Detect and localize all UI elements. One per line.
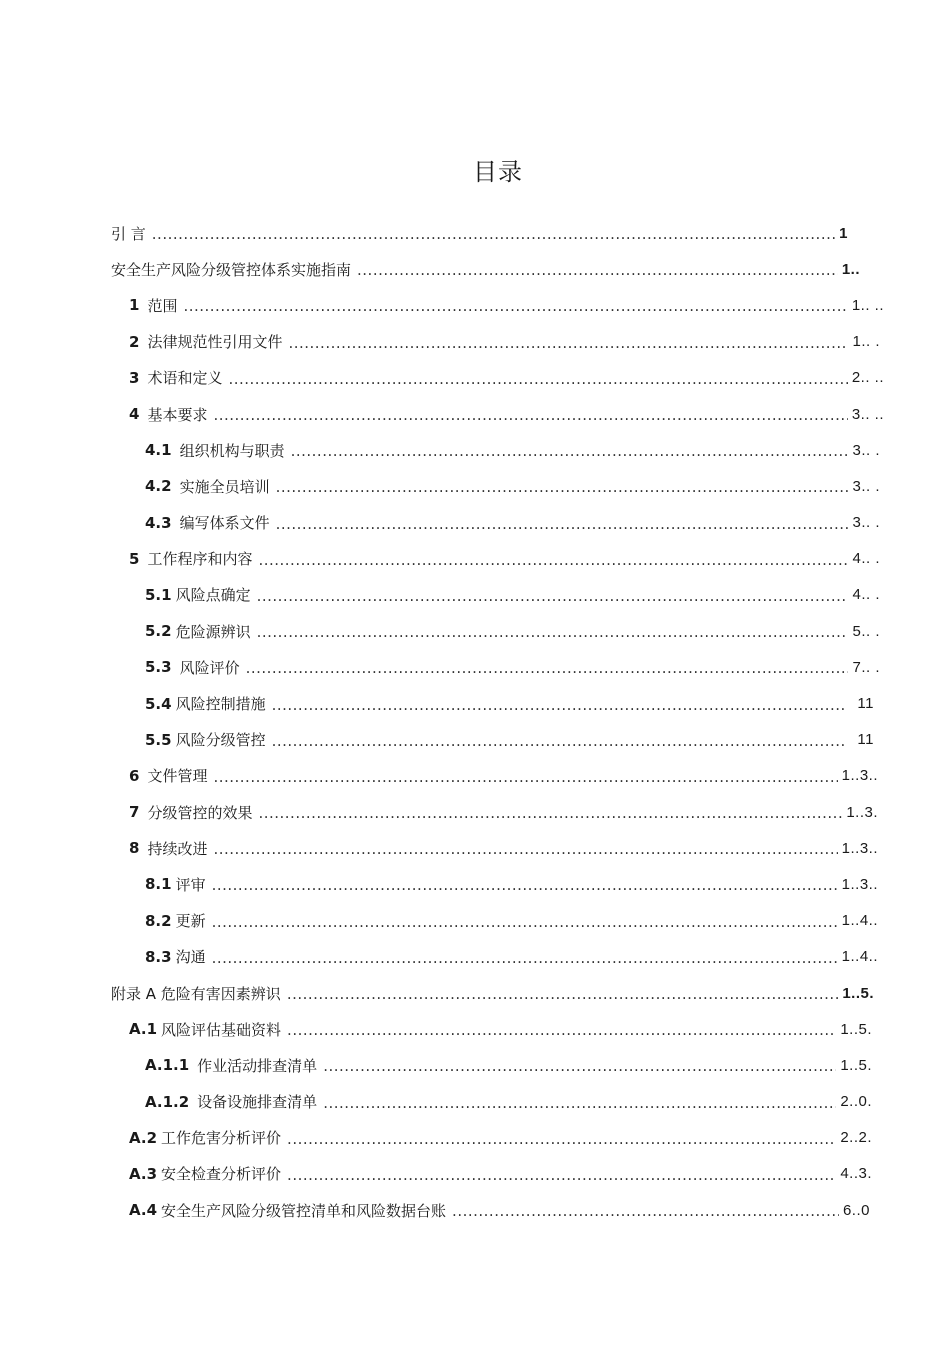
toc-entry[interactable]: [0, 287, 884, 323]
toc-entry-number: 8: [129, 839, 140, 858]
toc-leader-dots: [212, 948, 838, 966]
toc-leader-dots: [183, 296, 847, 314]
toc-entry[interactable]: [0, 360, 884, 396]
toc-entry-number: 5: [129, 549, 140, 568]
toc-entry[interactable]: [0, 1084, 872, 1120]
toc-leader-dots: [228, 369, 847, 387]
toc-leader-dots: [357, 260, 838, 278]
toc-entry-label: 持续改进: [147, 839, 208, 858]
toc-entry[interactable]: [0, 613, 880, 649]
toc-leader-dots: [287, 1129, 836, 1147]
toc-leader-dots: [452, 1201, 839, 1219]
toc-leader-dots: [213, 405, 847, 423]
toc-page-number: 1.. .: [852, 333, 880, 351]
toc-page-number: 1..4..: [841, 948, 878, 966]
toc-leader-dots: [287, 984, 839, 1002]
toc-page-number: 1..5.: [842, 984, 874, 1002]
toc-entry-label: 更新: [175, 912, 206, 931]
toc-leader-dots: [257, 586, 849, 604]
toc-entry-label: 风险评价: [179, 658, 240, 677]
toc-entry-number: 5.4: [145, 694, 172, 713]
toc-entry-number: 4.3: [145, 513, 172, 532]
toc-leader-dots: [287, 1020, 836, 1038]
toc-entry-label: 沟通: [175, 948, 206, 967]
toc-entry-number: A.4: [129, 1201, 158, 1220]
toc-page-number: 11: [857, 695, 874, 713]
toc-page-number: 1.. ..: [851, 296, 884, 314]
toc-entry-label: 工作程序和内容: [147, 550, 253, 569]
toc-leader-dots: [212, 875, 838, 893]
toc-entry-number: 5.2: [145, 622, 172, 641]
page-title: 目录: [473, 158, 523, 186]
toc-entry-label: 分级管控的效果: [147, 803, 253, 822]
toc-page-number: 2..2.: [840, 1129, 872, 1147]
toc-entry-label: 风险点确定: [175, 586, 251, 605]
toc-entry-number: 6: [129, 766, 140, 785]
toc-leader-dots: [287, 1165, 836, 1183]
toc-page-number: 3.. .: [852, 477, 880, 495]
toc-page-number: 2..0.: [840, 1093, 872, 1111]
toc-entry-number: 8.1: [145, 875, 172, 894]
toc-page-number: 1: [839, 224, 848, 242]
toc-entry-label: 法律规范性引用文件: [147, 333, 283, 352]
toc-entry[interactable]: [0, 505, 880, 541]
toc-list: [0, 215, 950, 1228]
toc-entry-number: 2: [129, 332, 140, 351]
toc-page-number: 4.. .: [852, 550, 880, 568]
toc-entry-number: 3: [129, 368, 140, 387]
toc-page-number: 1..5.: [840, 1056, 872, 1074]
toc-entry[interactable]: [0, 903, 878, 939]
toc-leader-dots: [258, 803, 842, 821]
toc-entry-number: 4.1: [145, 441, 172, 460]
toc-entry[interactable]: [0, 649, 880, 685]
toc-entry-label: 引 言: [111, 224, 146, 243]
toc-entry-label: 术语和定义: [147, 369, 223, 388]
toc-leader-dots: [272, 695, 848, 713]
toc-entry[interactable]: [0, 1120, 872, 1156]
toc-page-number: 1..5.: [840, 1020, 872, 1038]
toc-page-number: 4..3.: [840, 1165, 872, 1183]
toc-entry[interactable]: [0, 722, 874, 758]
toc-leader-dots: [152, 224, 835, 242]
toc-leader-dots: [213, 839, 837, 857]
toc-entry[interactable]: [0, 939, 878, 975]
toc-entry-label: 风险评估基础资料: [161, 1020, 282, 1039]
toc-entry[interactable]: [0, 866, 878, 902]
toc-page-number: 5.. .: [852, 622, 880, 640]
toc-entry-label: 安全检查分析评价: [161, 1165, 282, 1184]
toc-entry[interactable]: [0, 1011, 872, 1047]
toc-entry-label: 风险控制措施: [175, 695, 266, 714]
toc-entry-number: 1: [129, 296, 140, 315]
toc-entry-label: 工作危害分析评价: [161, 1129, 282, 1148]
toc-entry-number: A.3: [129, 1164, 158, 1183]
toc-entry[interactable]: [0, 432, 880, 468]
toc-leader-dots: [212, 912, 838, 930]
toc-page-number: 3.. .: [852, 514, 880, 532]
toc-entry-number: 7: [129, 803, 140, 822]
toc-entry-label: 文件管理: [147, 767, 208, 786]
toc-page-number: 1..3..: [841, 875, 878, 893]
toc-leader-dots: [257, 622, 849, 640]
toc-page-number: 1..3.: [846, 803, 878, 821]
toc-page-number: 1..4..: [841, 912, 878, 930]
toc-entry-label: 设备设施排查清单: [197, 1093, 318, 1112]
toc-leader-dots: [276, 514, 849, 532]
toc-page-number: 1..3..: [841, 839, 878, 857]
toc-entry-number: 4.2: [145, 477, 172, 496]
toc-entry-label: 作业活动排查清单: [197, 1056, 318, 1075]
toc-leader-dots: [288, 333, 848, 351]
toc-entry-number: A.1: [129, 1020, 158, 1039]
toc-entry-number: 8.3: [145, 947, 172, 966]
toc-page-number: 7.. .: [852, 658, 880, 676]
toc-entry[interactable]: [0, 251, 860, 287]
toc-entry[interactable]: [0, 215, 848, 251]
toc-entry[interactable]: [0, 975, 874, 1011]
toc-entry-label: 范围: [147, 296, 178, 315]
toc-entry[interactable]: [0, 468, 880, 504]
toc-entry-number: 5.5: [145, 730, 172, 749]
toc-leader-dots: [246, 658, 849, 676]
toc-entry[interactable]: [0, 830, 878, 866]
toc-entry[interactable]: [0, 396, 884, 432]
toc-entry[interactable]: [0, 794, 878, 830]
toc-entry-number: 5.1: [145, 585, 172, 604]
toc-page-number: 2.. ..: [851, 369, 884, 387]
toc-entry[interactable]: [0, 1192, 870, 1228]
toc-entry-label: 附录 A 危险有害因素辨识: [111, 984, 281, 1003]
toc-entry[interactable]: [0, 577, 880, 613]
toc-page-number: 11: [857, 731, 874, 749]
toc-page-number: 3.. ..: [851, 405, 884, 423]
toc-entry-number: A.1.1: [145, 1056, 190, 1075]
toc-entry-label: 基本要求: [147, 405, 208, 424]
toc-entry-number: 5.3: [145, 658, 172, 677]
toc-leader-dots: [276, 477, 849, 495]
toc-entry-number: A.2: [129, 1128, 158, 1147]
toc-leader-dots: [323, 1056, 836, 1074]
toc-entry-label: 安全生产风险分级管控体系实施指南: [111, 260, 352, 279]
toc-leader-dots: [272, 731, 848, 749]
toc-entry-label: 危险源辨识: [175, 622, 251, 641]
toc-entry-label: 组织机构与职责: [179, 441, 285, 460]
toc-leader-dots: [323, 1093, 836, 1111]
toc-page-number: 1..3..: [841, 767, 878, 785]
toc-entry-label: 评审: [175, 875, 206, 894]
toc-entry-label: 风险分级管控: [175, 731, 266, 750]
toc-page-number: 3.. .: [852, 441, 880, 459]
toc-entry[interactable]: [0, 1156, 872, 1192]
toc-entry-label: 编写体系文件: [179, 514, 270, 533]
toc-entry-number: 4: [129, 405, 140, 424]
toc-entry-label: 安全生产风险分级管控清单和风险数据台账: [161, 1201, 447, 1220]
toc-leader-dots: [291, 441, 849, 459]
toc-leader-dots: [213, 767, 837, 785]
toc-entry-number: 8.2: [145, 911, 172, 930]
toc-entry[interactable]: [0, 324, 880, 360]
toc-entry[interactable]: [0, 1047, 872, 1083]
toc-page-number: 4.. .: [852, 586, 880, 604]
toc-page-number: 6..0: [842, 1201, 870, 1219]
toc-entry[interactable]: [0, 685, 874, 721]
toc-leader-dots: [258, 550, 848, 568]
toc-entry[interactable]: [0, 541, 880, 577]
toc-entry[interactable]: [0, 758, 878, 794]
toc-page-number: 1..: [841, 260, 860, 278]
toc-entry-label: 实施全员培训: [179, 477, 270, 496]
toc-entry-number: A.1.2: [145, 1092, 190, 1111]
